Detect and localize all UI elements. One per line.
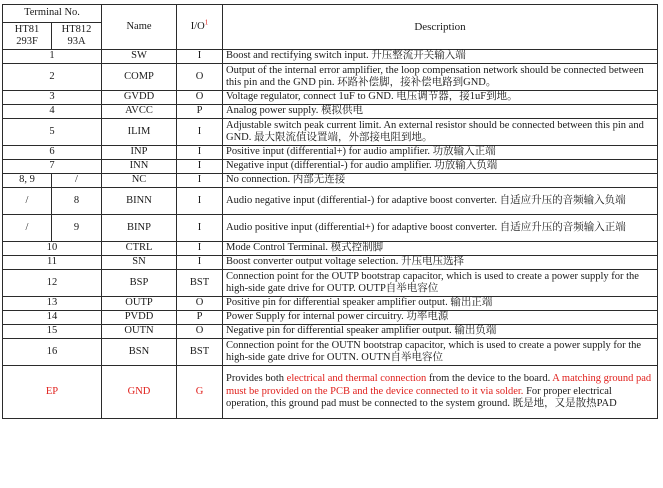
pin-number: 16 (3, 339, 102, 366)
pin-name: ILIM (102, 119, 177, 146)
pin-io: I (177, 174, 223, 188)
pin-number: 1 (3, 50, 102, 64)
table-row (3, 311, 658, 325)
pin-description: Voltage regulator, connect 1uF to GND. 电压调节器，接1uF到地。 (223, 91, 658, 105)
pin-name: GVDD (102, 91, 177, 105)
pin-number-ht81293a: / (52, 174, 102, 188)
name-header: Name (102, 5, 177, 50)
pin-name: OUTP (102, 297, 177, 311)
ep-desc-highlight-thermal: electrical and thermal connection (286, 373, 427, 385)
pin-description: Connection point for the OUTN bootstrap capacitor, which is used to create a power supply for the high-side gate drive for OUTN. OUTN自举电容位 (223, 339, 658, 366)
pin-io: I (177, 256, 223, 270)
pin-description: Boost converter output voltage selection. 升压电压选择 (223, 256, 658, 270)
pin-number: 5 (3, 119, 102, 146)
pin-io: I (177, 119, 223, 146)
table-row (3, 297, 658, 311)
pin-number: 6 (3, 146, 102, 160)
pin-number: 13 (3, 297, 102, 311)
pin-io: I (177, 160, 223, 174)
table-row (3, 91, 658, 105)
pin-io: O (177, 64, 223, 91)
pin-description: Adjustable switch peak current limit. An external resistor should be connected between this pin and GND. 最大限流值设置端，外部接电阻到地。 (223, 119, 658, 146)
pin-name-gnd: GND (102, 366, 177, 419)
pin-description: Negative input (differential-) for audio amplifier. 功放输入负端 (223, 160, 658, 174)
pin-io: BST (177, 339, 223, 366)
table-row (3, 50, 658, 64)
pin-name: BINN (102, 188, 177, 215)
pin-number: 3 (3, 91, 102, 105)
pin-name: INP (102, 146, 177, 160)
pin-description: Audio positive input (differential+) for adaptive boost converter. 自适应升压的音频输入正端 (223, 215, 658, 242)
pin-io: O (177, 325, 223, 339)
pin-name: SW (102, 50, 177, 64)
pin-name: OUTN (102, 325, 177, 339)
pin-io: I (177, 215, 223, 242)
pin-table-container (2, 4, 658, 419)
pin-description: Power Supply for internal power circuitry. 功率电源 (223, 311, 658, 325)
io-header (177, 5, 223, 50)
pin-io: I (177, 242, 223, 256)
pin-description: Boost and rectifying switch input. 升压整流开关输入端 (223, 50, 658, 64)
pin-description: Analog power supply. 模拟供电 (223, 105, 658, 119)
table-row (3, 339, 658, 366)
pin-description: Audio negative input (differential-) for adaptive boost converter. 自适应升压的音频输入负端 (223, 188, 658, 215)
description-header: Description (223, 5, 658, 50)
table-row (3, 270, 658, 297)
pin-description: Mode Control Terminal. 模式控制脚 (223, 242, 658, 256)
pin-description: Positive input (differential+) for audio amplifier. 功放输入正端 (223, 146, 658, 160)
pin-number: 7 (3, 160, 102, 174)
pin-number: 12 (3, 270, 102, 297)
terminal-no-header: Terminal No. (3, 5, 102, 23)
pin-io: O (177, 91, 223, 105)
pin-description-table (2, 4, 658, 419)
ep-desc-part1: Provides both (226, 373, 287, 385)
pin-number-ht81293f: 8, 9 (3, 174, 52, 188)
pin-description: Output of the internal error amplifier, the loop compensation network should be connected between this pin and the GND pin. 环路补偿脚，接补偿电路到GND。 (223, 64, 658, 91)
io-footnote-marker: 1 (204, 18, 209, 27)
pin-number: 14 (3, 311, 102, 325)
table-row (3, 325, 658, 339)
pin-number-ht81293f: / (3, 215, 52, 242)
pin-description: Negative pin for differential speaker amplifier output. 输出负端 (223, 325, 658, 339)
table-row (3, 174, 658, 188)
pin-name: SN (102, 256, 177, 270)
pin-io: P (177, 311, 223, 325)
ep-desc-part5: For proper electrical operation, this ground pad must be connected to the system ground. 既是地，又是散热PAD (226, 385, 617, 410)
table-row (3, 188, 658, 215)
pin-name: BSN (102, 339, 177, 366)
ep-desc-part3: from the device to the board. (426, 373, 553, 385)
pin-io: BST (177, 270, 223, 297)
pin-name: CTRL (102, 242, 177, 256)
table-row (3, 215, 658, 242)
pin-number-ht81293f: / (3, 188, 52, 215)
table-row (3, 256, 658, 270)
pin-number-ep: EP (3, 366, 102, 419)
pin-io: O (177, 297, 223, 311)
pin-io: I (177, 188, 223, 215)
pin-name: INN (102, 160, 177, 174)
pin-number: 10 (3, 242, 102, 256)
pin-number: 11 (3, 256, 102, 270)
pin-name: AVCC (102, 105, 177, 119)
table-row (3, 146, 658, 160)
pin-description-ep (223, 366, 658, 419)
ep-desc-highlight-solder: A matching ground pad must be provided on the PCB and the device connected to it via solder. (226, 373, 652, 397)
pin-description: Positive pin for differential speaker amplifier output. 输出正端 (223, 297, 658, 311)
table-row (3, 105, 658, 119)
pin-io: I (177, 146, 223, 160)
pin-description: Connection point for the OUTP bootstrap capacitor, which is used to create a power supply for the high-side gate drive for OUTP. OUTP自举电容位 (223, 270, 658, 297)
pin-name: COMP (102, 64, 177, 91)
terminal-col-ht81293f: HT81 293F (3, 23, 52, 50)
table-row (3, 64, 658, 91)
io-header-label: I/O (190, 20, 205, 32)
table-row (3, 119, 658, 146)
pin-io: P (177, 105, 223, 119)
table-row-ep (3, 366, 658, 419)
pin-number-ht81293a: 8 (52, 188, 102, 215)
pin-name: NC (102, 174, 177, 188)
pin-io-ground: G (177, 366, 223, 419)
pin-number: 4 (3, 105, 102, 119)
pin-number: 2 (3, 64, 102, 91)
terminal-col-ht81293a: HT812 93A (52, 23, 102, 50)
table-row (3, 242, 658, 256)
pin-name: BINP (102, 215, 177, 242)
pin-description: No connection. 内部无连接 (223, 174, 658, 188)
pin-name: BSP (102, 270, 177, 297)
pin-number: 15 (3, 325, 102, 339)
pin-name: PVDD (102, 311, 177, 325)
pin-number-ht81293a: 9 (52, 215, 102, 242)
pin-io: I (177, 50, 223, 64)
table-row (3, 160, 658, 174)
